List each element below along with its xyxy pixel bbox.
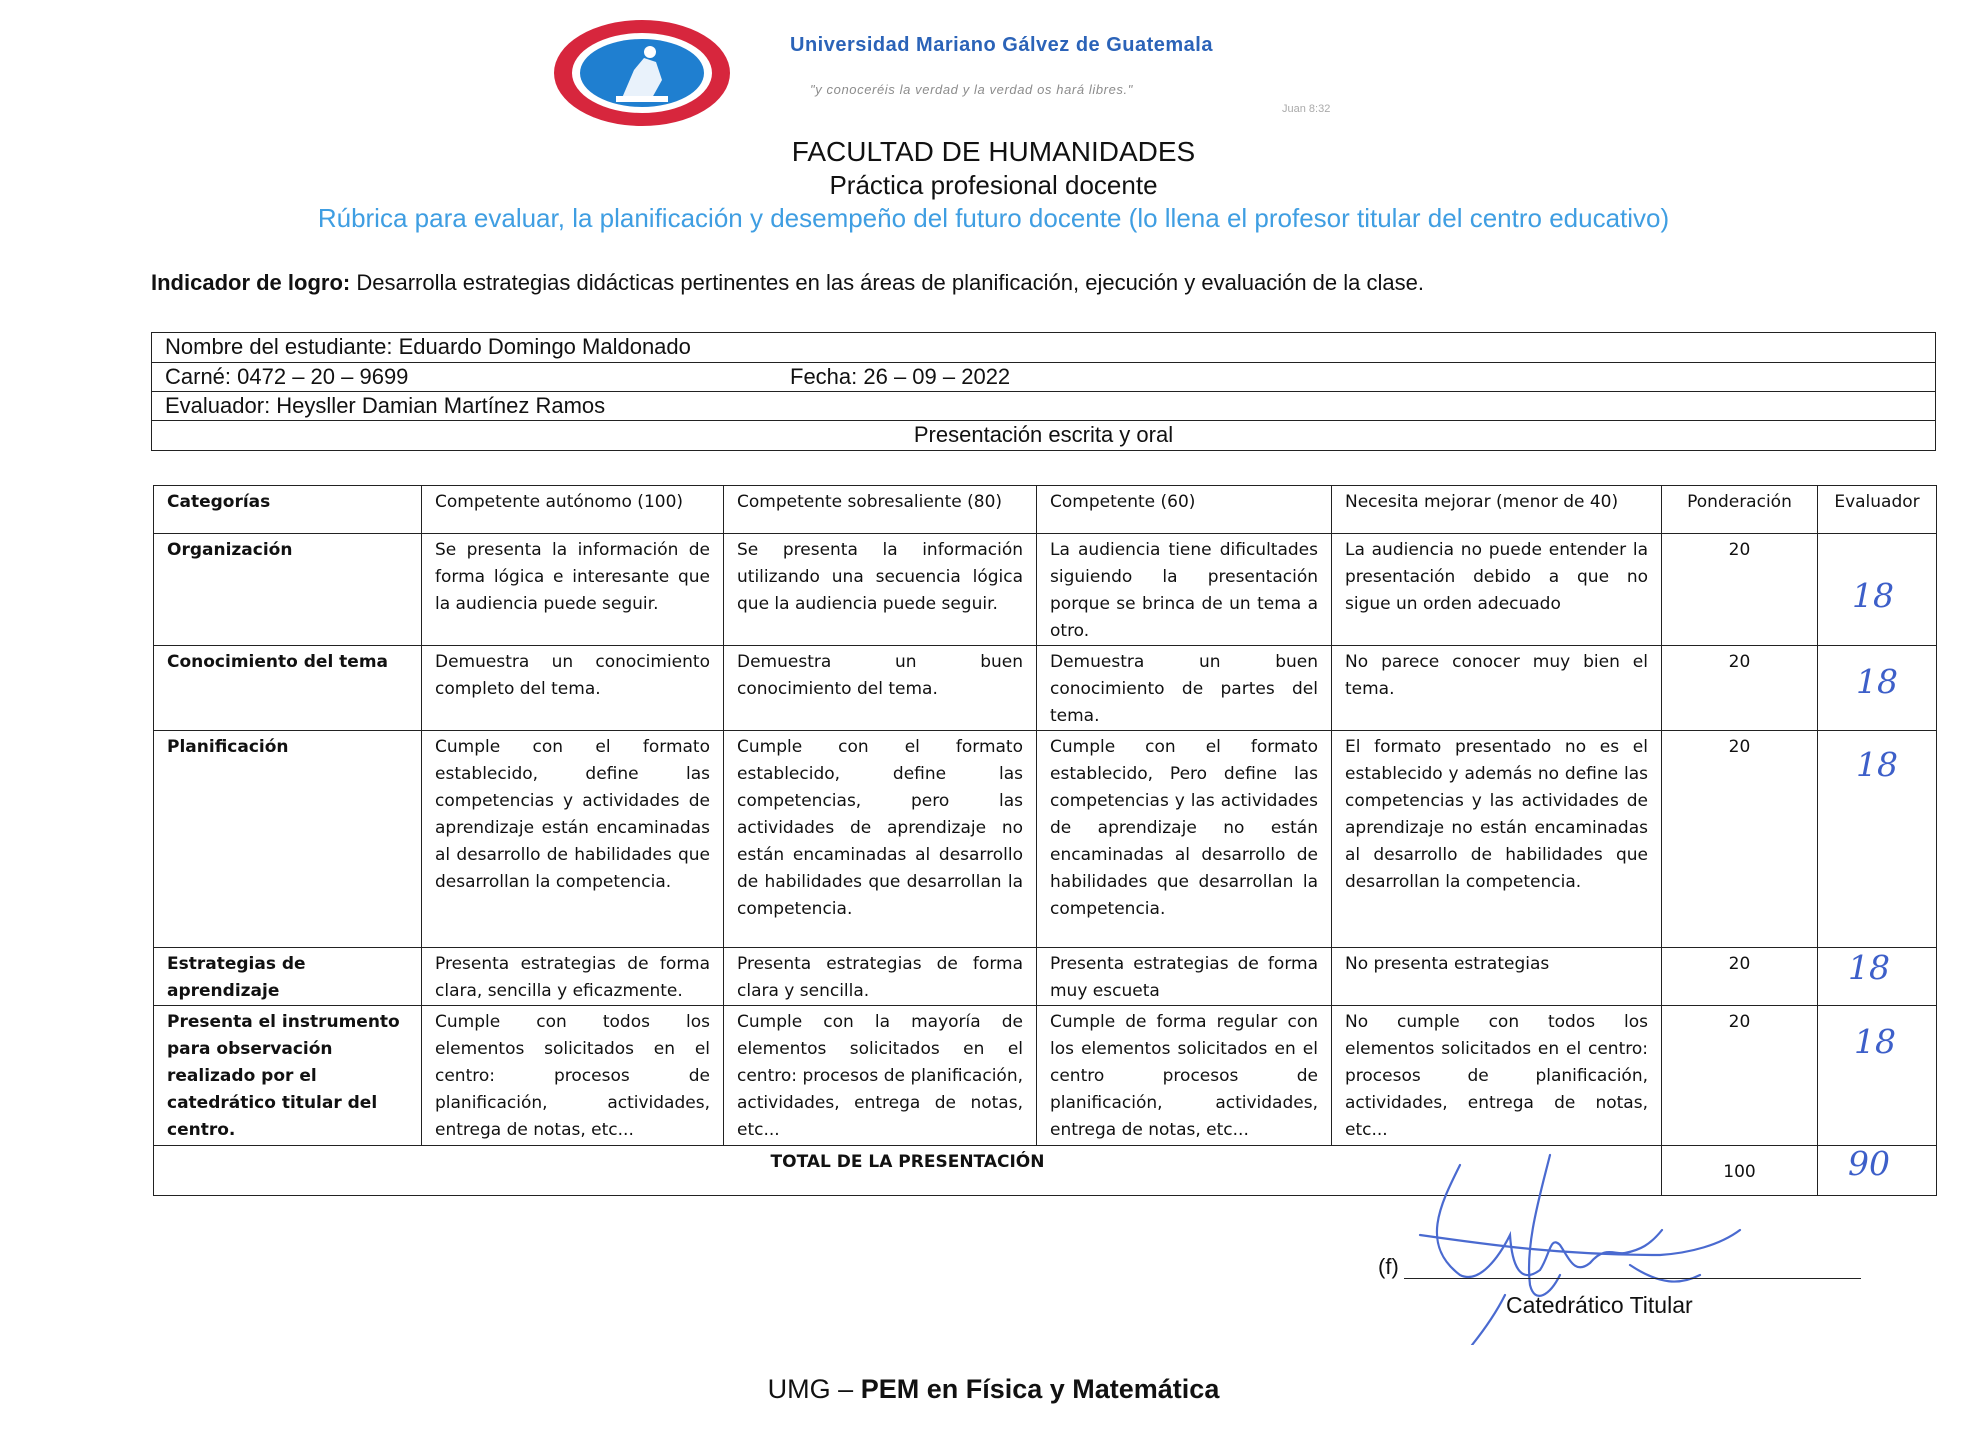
evaluator-cell xyxy=(1818,534,1937,646)
row-category: Organización xyxy=(154,534,422,646)
handwritten-score: 18 xyxy=(1856,745,1898,784)
evaluator-cell xyxy=(1818,646,1937,731)
table-row xyxy=(154,1006,1937,1146)
cell-level-100: Demuestra un conocimiento completo del tema. xyxy=(422,646,724,731)
total-evaluator-cell xyxy=(1818,1146,1937,1196)
header-competente-autonomo: Competente autónomo (100) xyxy=(422,486,724,534)
evaluator-cell xyxy=(1818,948,1937,1006)
info-row-section xyxy=(152,421,1935,450)
row-category: Estrategias de aprendizaje xyxy=(154,948,422,1006)
row-weight: 20 xyxy=(1662,1006,1818,1146)
header-competente: Competente (60) xyxy=(1037,486,1332,534)
signature-line xyxy=(1404,1278,1861,1279)
header-necesita-mejorar: Necesita mejorar (menor de 40) xyxy=(1332,486,1662,534)
student-name: Nombre del estudiante: Eduardo Domingo Maldonado xyxy=(165,334,691,359)
signature-caption: Catedrático Titular xyxy=(1506,1292,1693,1318)
handwritten-score: 18 xyxy=(1854,1022,1896,1061)
cell-level-100: Se presenta la información de forma lógica e interesante que la audiencia puede seguir. xyxy=(422,534,724,646)
handwritten-score: 18 xyxy=(1848,948,1890,987)
header-categories: Categorías xyxy=(154,486,422,534)
cell-level-80: Se presenta la información utilizando una secuencia lógica que la audiencia puede seguir. xyxy=(724,534,1037,646)
motto-reference: Juan 8:32 xyxy=(1282,103,1331,115)
info-row-carne-date xyxy=(152,363,1935,392)
cell-level-60: La audiencia tiene dificultades siguiendo la presentación porque se brinca de un tema a otro. xyxy=(1037,534,1332,646)
cell-level-100: Cumple con el formato establecido, define las competencias y actividades de aprendizaje están encaminadas al desarrollo de habilidades que desarrollan la competencia. xyxy=(422,731,724,948)
cell-level-100: Cumple con todos los elementos solicitados en el centro: procesos de planificación, actividades, entrega de notas, etc... xyxy=(422,1006,724,1146)
cell-level-80: Cumple con la mayoría de elementos solicitados en el centro: procesos de planificación, actividades, entrega de notas, etc... xyxy=(724,1006,1037,1146)
handwritten-total-score: 90 xyxy=(1848,1144,1890,1183)
table-row xyxy=(154,948,1937,1006)
university-seal-logo xyxy=(552,18,732,128)
row-weight: 20 xyxy=(1662,948,1818,1006)
cell-level-40: La audiencia no puede entender la presentación debido a que no sigue un orden adecuado xyxy=(1332,534,1662,646)
cell-level-80: Cumple con el formato establecido, define las competencias, pero las actividades de aprendizaje no están encaminadas al desarrollo de habilidades que desarrollan la competencia. xyxy=(724,731,1037,948)
cell-level-80: Presenta estrategias de forma clara y sencilla. xyxy=(724,948,1037,1006)
info-row-evaluator xyxy=(152,392,1935,421)
header-competente-sobresaliente: Competente sobresaliente (80) xyxy=(724,486,1037,534)
row-weight: 20 xyxy=(1662,646,1818,731)
cell-level-40: No parece conocer muy bien el tema. xyxy=(1332,646,1662,731)
university-motto: "y conoceréis la verdad y la verdad os hará libres." xyxy=(810,82,1133,97)
handwritten-score: 18 xyxy=(1852,576,1894,615)
table-row xyxy=(154,534,1937,646)
university-name: Universidad Mariano Gálvez de Guatemala xyxy=(790,34,1213,56)
evaluator-cell xyxy=(1818,1006,1937,1146)
achievement-indicator xyxy=(151,270,1424,296)
table-header-row xyxy=(154,486,1937,534)
footer-prefix: UMG – xyxy=(767,1374,854,1404)
faculty-title: FACULTAD DE HUMANIDADES xyxy=(791,136,1196,167)
evaluator-name: Evaluador: Heysller Damian Martínez Ramos xyxy=(165,393,606,418)
cell-level-100: Presenta estrategias de forma clara, sencilla y eficazmente. xyxy=(422,948,724,1006)
student-carne: Carné: 0472 – 20 – 9699 xyxy=(165,364,409,389)
cell-level-60: Cumple de forma regular con los elementos solicitados en el centro procesos de planificación, actividades, entrega de notas, etc... xyxy=(1037,1006,1332,1146)
row-category: Presenta el instrumento para observación realizado por el catedrático titular del centro. xyxy=(154,1006,422,1146)
row-category: Planificación xyxy=(154,731,422,948)
row-weight: 20 xyxy=(1662,731,1818,948)
footer-program: PEM en Física y Matemática xyxy=(860,1374,1220,1404)
table-row xyxy=(154,731,1937,948)
footer xyxy=(0,1374,1987,1405)
cell-level-60: Demuestra un buen conocimiento de partes del tema. xyxy=(1037,646,1332,731)
cell-level-60: Presenta estrategias de forma muy escueta xyxy=(1037,948,1332,1006)
handwritten-score: 18 xyxy=(1856,662,1898,701)
header-ponderacion: Ponderación xyxy=(1662,486,1818,534)
rubric-table xyxy=(153,485,1937,1196)
rubric-title: Rúbrica para evaluar, la planificación y desempeño del futuro docente (lo llena el profesor titular del centro educativo) xyxy=(317,203,1670,233)
table-row xyxy=(154,646,1937,731)
cell-level-80: Demuestra un buen conocimiento del tema. xyxy=(724,646,1037,731)
section-title: Presentación escrita y oral xyxy=(913,422,1174,447)
cell-level-40: No presenta estrategias xyxy=(1332,948,1662,1006)
row-weight: 20 xyxy=(1662,534,1818,646)
cell-level-40: No cumple con todos los elementos solicitados en el centro: procesos de planificación, actividades, entrega de notas, etc... xyxy=(1332,1006,1662,1146)
course-title: Práctica profesional docente xyxy=(829,170,1158,200)
row-category: Conocimiento del tema xyxy=(154,646,422,731)
header-evaluador: Evaluador xyxy=(1818,486,1937,534)
total-label: TOTAL DE LA PRESENTACIÓN xyxy=(154,1146,1662,1196)
total-weight: 100 xyxy=(1662,1146,1818,1196)
student-info-box xyxy=(151,332,1936,451)
info-row-student xyxy=(152,333,1935,363)
cell-level-40: El formato presentado no es el establecido y además no define las competencias y las actividades de aprendizaje no están encaminadas al desarrollo de habilidades que desarrollan la competencia. xyxy=(1332,731,1662,948)
cell-level-60: Cumple con el formato establecido, Pero define las competencias y las actividades de aprendizaje no están encaminadas al desarrollo de habilidades que desarrollan la competencia. xyxy=(1037,731,1332,948)
indicator-label: Indicador de logro: xyxy=(151,270,351,295)
indicator-text: Desarrolla estrategias didácticas pertinentes en las áreas de planificación, ejecución y evaluación de la clase. xyxy=(356,270,1424,295)
evaluation-date: Fecha: 26 – 09 – 2022 xyxy=(790,364,1011,389)
signature-prefix: (f) xyxy=(1378,1254,1399,1279)
evaluator-cell xyxy=(1818,731,1937,948)
